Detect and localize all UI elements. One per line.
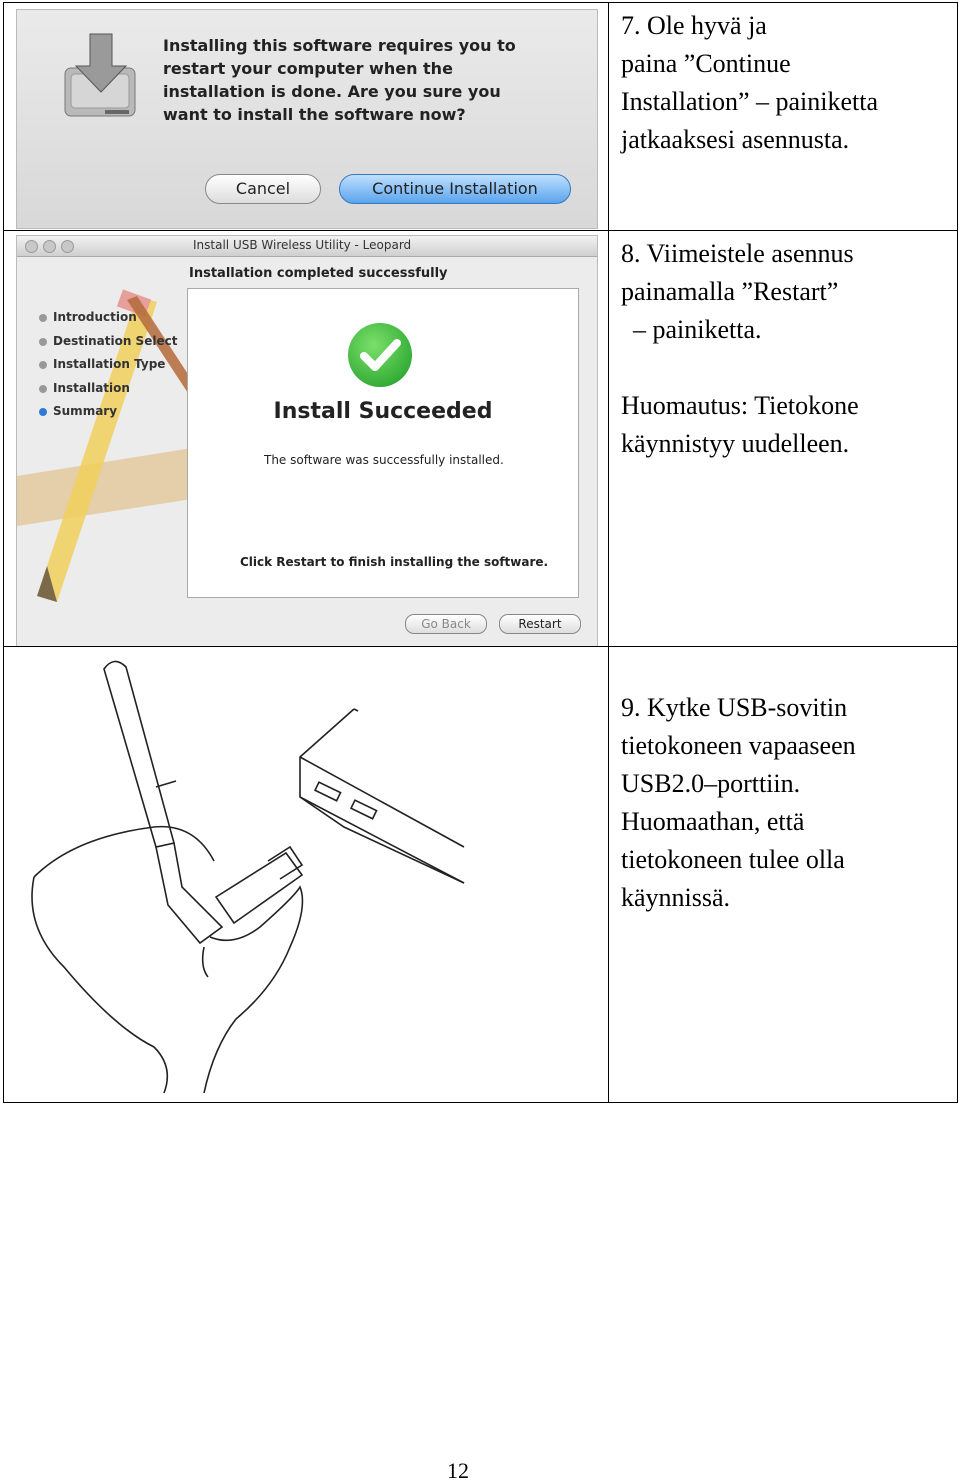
installer-disk-icon <box>57 28 147 128</box>
step9-line: tietokoneen tulee olla <box>621 845 845 874</box>
step9-line: tietokoneen vapaaseen <box>621 731 856 760</box>
sidebar-item-introduction: Introduction <box>39 310 177 334</box>
step8-image-cell <box>4 231 609 647</box>
success-check-icon <box>348 323 412 387</box>
step7-line: paina ”Continue <box>621 49 791 78</box>
window-title: Install USB Wireless Utility - Leopard <box>193 238 412 252</box>
dialog-message-line: want to install the software now? <box>163 105 466 124</box>
go-back-button[interactable]: Go Back <box>405 614 487 634</box>
step7-image-cell <box>4 3 609 231</box>
restart-confirm-dialog <box>16 9 598 229</box>
dialog-message-line: restart your computer when the <box>163 59 453 78</box>
minimize-window-icon[interactable] <box>43 240 56 253</box>
sidebar-item-destination-select: Destination Select <box>39 334 177 358</box>
step9-line: 9. Kytke USB-sovitin <box>621 693 848 722</box>
step9-text-cell <box>609 647 958 1103</box>
dialog-message-line: installation is done. Are you sure you <box>163 82 501 101</box>
restart-button[interactable]: Restart <box>499 614 581 634</box>
continue-installation-button[interactable]: Continue Installation <box>339 174 571 204</box>
installer-window <box>16 235 598 647</box>
step8-note-line: Huomautus: Tietokone <box>621 391 859 420</box>
installer-heading: Installation completed successfully <box>189 266 448 281</box>
step9-image-cell <box>4 647 609 1103</box>
step8-line: 8. Viimeistele asennus <box>621 239 854 268</box>
usb-adapter-illustration <box>4 647 608 1103</box>
step9-line: Huomaathan, että <box>621 807 805 836</box>
installer-content-pane <box>187 288 579 598</box>
page-number: 12 <box>447 1458 469 1483</box>
step8-note-line: käynnistyy uudelleen. <box>621 429 850 458</box>
dialog-message-line: Installing this software requires you to <box>163 36 516 55</box>
install-succeeded-text: The software was successfully installed. <box>264 453 504 467</box>
step7-line: Installation” – painiketta <box>621 87 879 116</box>
sidebar-item-summary: Summary <box>39 404 177 428</box>
sidebar-item-installation: Installation <box>39 381 177 405</box>
sidebar-item-installation-type: Installation Type <box>39 357 177 381</box>
step8-line: painamalla ”Restart” <box>621 277 839 306</box>
step7-text-cell <box>609 3 958 231</box>
step8-line: – painiketta. <box>633 315 762 344</box>
instructions-table <box>3 2 958 1103</box>
step9-line: USB2.0–porttiin. <box>621 769 801 798</box>
step9-line: käynnissä. <box>621 883 731 912</box>
zoom-window-icon[interactable] <box>61 240 74 253</box>
installer-steps-sidebar <box>39 310 177 428</box>
step7-line: jatkaaksesi asennusta. <box>621 125 850 154</box>
step8-text-cell <box>609 231 958 647</box>
step7-line: 7. Ole hyvä ja <box>621 11 767 40</box>
dialog-message <box>163 34 563 126</box>
close-window-icon[interactable] <box>25 240 38 253</box>
window-titlebar <box>17 236 597 257</box>
install-succeeded-title: Install Succeeded <box>273 399 493 424</box>
cancel-button[interactable]: Cancel <box>205 174 321 204</box>
restart-hint: Click Restart to finish installing the software. <box>240 555 549 569</box>
